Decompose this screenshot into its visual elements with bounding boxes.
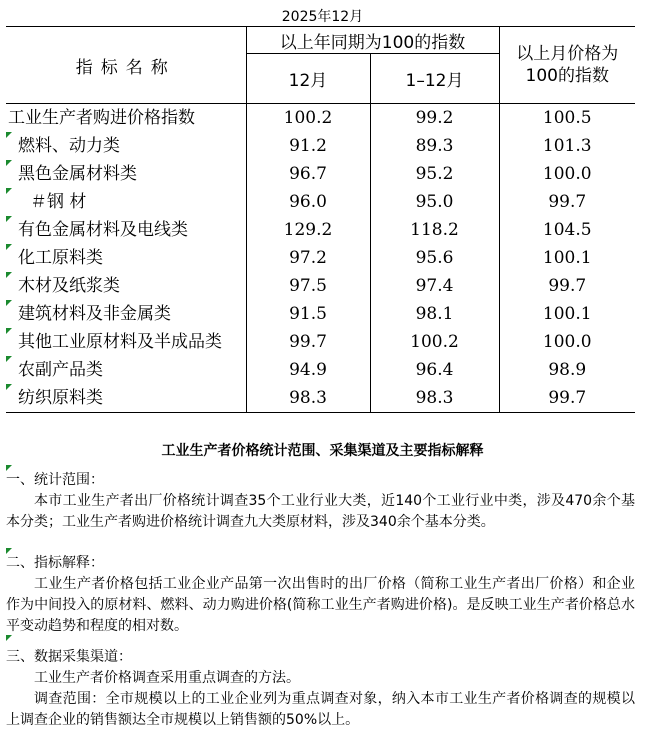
row-mom-value: 100.1 (542, 304, 592, 324)
row-indicator-label: 黑色金属材料类 (18, 164, 137, 184)
row-month-value: 96.0 (246, 188, 370, 216)
table-row (6, 160, 635, 188)
row-indicator-label: 燃料、动力类 (18, 136, 120, 156)
comment-marker-icon (6, 384, 12, 390)
table-row (6, 188, 635, 216)
row-mom-value: 100.0 (542, 332, 592, 352)
row-ytd-value: 95.2 (370, 160, 499, 188)
row-indicator-name (6, 328, 246, 356)
row-indicator-label: 纺织原料类 (18, 388, 103, 408)
row-month-value: 98.3 (246, 384, 370, 413)
row-ytd-value: 95.6 (370, 244, 499, 272)
row-month-value: 97.5 (246, 272, 370, 300)
row-month-value: 129.2 (246, 216, 370, 244)
row-mom-value: 100.1 (542, 248, 592, 268)
comment-marker-icon (6, 465, 12, 471)
row-month-value: 96.7 (246, 160, 370, 188)
comment-marker-icon (6, 635, 12, 641)
row-ytd-value: 96.4 (370, 356, 499, 384)
table-row (6, 300, 635, 328)
channels-paragraph-method: 工业生产者价格调查采用重点调查的方法。 (34, 670, 300, 686)
row-mom-value: 104.5 (542, 220, 592, 240)
row-indicator-label: 木材及纸浆类 (18, 276, 120, 296)
table-row (6, 104, 635, 133)
row-indicator-name (6, 216, 246, 244)
row-month-value: 97.2 (246, 244, 370, 272)
notes-section-scope (6, 470, 635, 533)
row-indicator-label: 化工原料类 (18, 248, 103, 268)
section-heading-channels-text: 三、数据采集渠道： (6, 649, 132, 665)
row-indicator-label: 农副产品类 (18, 360, 103, 380)
header-yoy-group: 以上年同期为100的指数 (246, 27, 499, 54)
section-heading-scope (6, 470, 635, 491)
row-ytd-value: 98.1 (370, 300, 499, 328)
section-heading-channels (6, 647, 635, 668)
row-mom-value: 99.7 (548, 192, 587, 212)
section-heading-scope-text: 一、统计范围： (6, 472, 104, 488)
channels-paragraph-scope: 调查范围：全市规模以上的工业企业列为重点调查对象，纳入本市工业生产者价格调查的规模以上调查企业的销售额达全市规模以上销售额的50%以上。 (6, 691, 635, 728)
row-ytd-value: 98.3 (370, 384, 499, 413)
comment-marker-icon (6, 356, 12, 362)
table-row (6, 216, 635, 244)
row-indicator-name (6, 300, 246, 328)
row-indicator-name (6, 160, 246, 188)
comment-marker-icon (6, 328, 12, 334)
row-month-value: 94.9 (246, 356, 370, 384)
row-month-value: 100.2 (246, 104, 370, 133)
row-indicator-label: 其他工业原材料及半成品类 (18, 332, 222, 352)
row-indicator-name (6, 188, 246, 216)
row-mom-value: 100.0 (542, 164, 592, 184)
row-ytd-value: 118.2 (370, 216, 499, 244)
table-row (6, 132, 635, 160)
comment-marker-icon (6, 548, 12, 554)
definitions-paragraph: 工业生产者价格包括工业企业产品第一次出售时的出厂价格（简称工业生产者出厂价格）和企业作为中间投入的原材料、燃料、动力购进价格(简称工业生产者购进价格)。是反映工业生产者价格总水平变动趋势和程度的相对数。 (6, 576, 635, 634)
row-mom-value: 99.7 (499, 384, 635, 413)
header-ytd: 1–12月 (370, 54, 499, 104)
notes-title: 工业生产者价格统计范围、采集渠道及主要指标解释 (161, 443, 484, 459)
table-row (6, 328, 635, 356)
row-indicator-label: 建筑材料及非金属类 (18, 304, 171, 324)
row-indicator-name (6, 132, 246, 160)
table-row (6, 356, 635, 384)
row-ytd-value: 99.2 (370, 104, 499, 133)
row-ytd-value: 89.3 (370, 132, 499, 160)
row-month-value: 91.5 (246, 300, 370, 328)
row-indicator-label: ＃钢 材 (30, 192, 87, 212)
table-row (6, 384, 635, 413)
header-mom-label: 以上月价格为100的指数 (516, 44, 619, 86)
table-row (6, 272, 635, 300)
price-index-table (6, 26, 635, 413)
comment-marker-icon (6, 160, 12, 166)
section-heading-definitions (6, 553, 635, 574)
row-indicator-name (6, 384, 246, 413)
comment-marker-icon (6, 300, 12, 306)
row-indicator-label: 工业生产者购进价格指数 (8, 108, 195, 128)
row-mom-value: 101.3 (542, 136, 592, 156)
row-indicator-name (6, 272, 246, 300)
section-heading-definitions-text: 二、指标解释： (6, 555, 104, 571)
row-mom-value: 98.9 (548, 360, 587, 380)
row-month-value: 99.7 (246, 328, 370, 356)
row-indicator-name (6, 104, 246, 133)
report-date: 2025年12月 (281, 9, 364, 25)
row-indicator-name (6, 356, 246, 384)
row-mom-value: 99.7 (548, 276, 587, 296)
row-indicator-label: 有色金属材料及电线类 (18, 220, 188, 240)
comment-marker-icon (6, 132, 12, 138)
header-indicator-name: 指标名称 (6, 27, 246, 104)
comment-marker-icon (6, 272, 12, 278)
comment-marker-icon (6, 188, 12, 194)
row-indicator-name (6, 244, 246, 272)
row-ytd-value: 95.0 (370, 188, 499, 216)
header-mom (499, 27, 635, 104)
comment-marker-icon (6, 244, 12, 250)
row-ytd-value: 97.4 (370, 272, 499, 300)
notes-section-definitions (6, 553, 635, 637)
row-month-value: 91.2 (246, 132, 370, 160)
row-ytd-value: 100.2 (370, 328, 499, 356)
notes-section-channels (6, 647, 635, 731)
header-month: 12月 (246, 54, 370, 104)
row-mom-value: 100.5 (542, 108, 592, 128)
table-row (6, 244, 635, 272)
scope-paragraph: 本市工业生产者出厂价格统计调查35个工业行业大类，近140个工业行业中类，涉及470余个基本分类；工业生产者购进价格统计调查九大类原材料，涉及340余个基本分类。 (6, 493, 635, 530)
comment-marker-icon (6, 216, 12, 222)
